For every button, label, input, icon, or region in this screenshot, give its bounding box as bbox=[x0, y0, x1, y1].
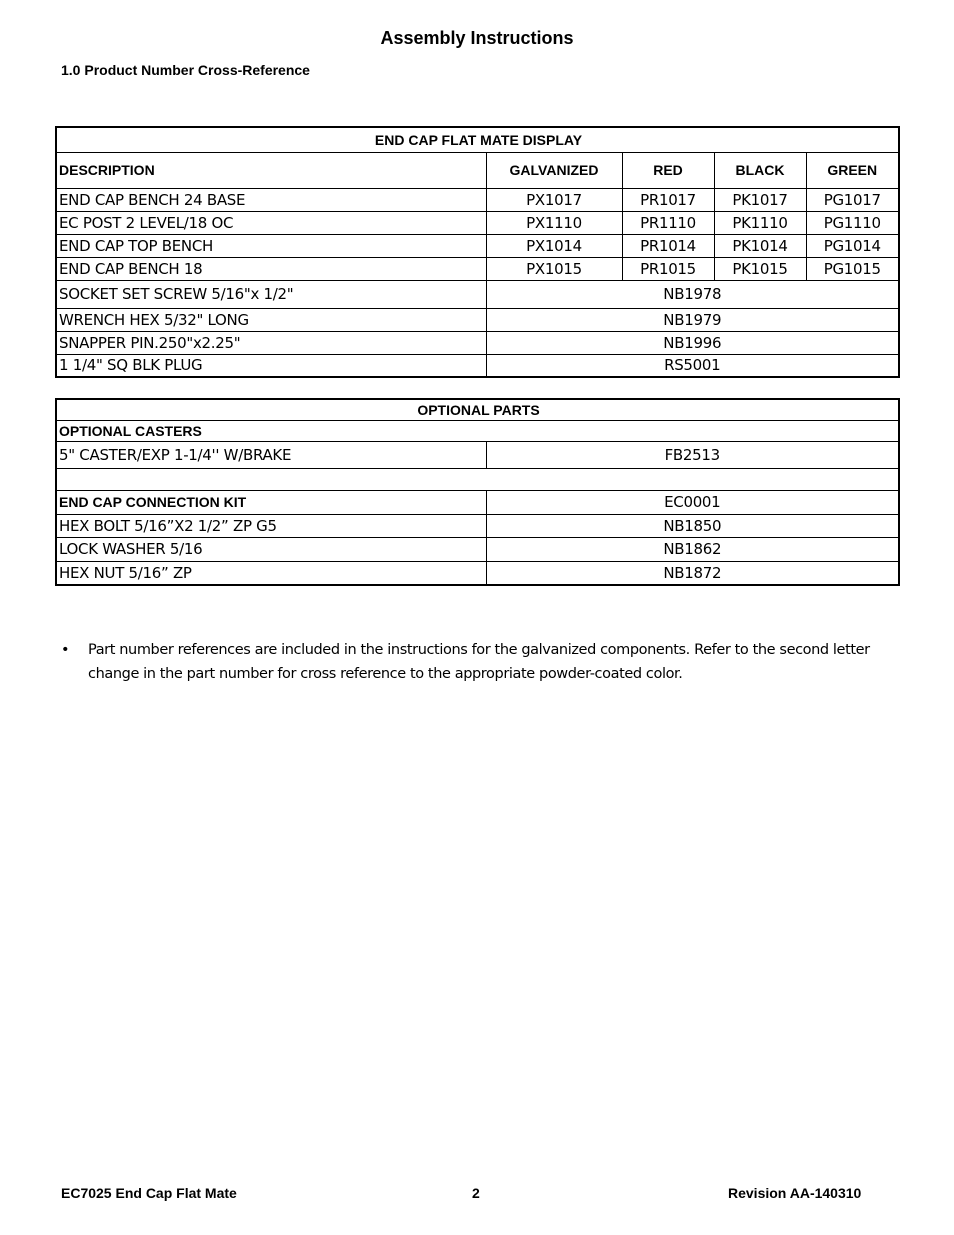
red-cell: PR1110 bbox=[622, 211, 714, 234]
cross-reference-table bbox=[55, 126, 900, 378]
table-row bbox=[56, 354, 899, 377]
table-row bbox=[56, 211, 899, 234]
part-number-cell: NB1979 bbox=[486, 308, 899, 331]
description-cell: HEX BOLT 5/16”X2 1/2” ZP G5 bbox=[56, 514, 486, 537]
table-row bbox=[56, 331, 899, 354]
table-row bbox=[56, 441, 899, 468]
part-number-cell: NB1872 bbox=[486, 561, 899, 585]
description-cell: 1 1/4" SQ BLK PLUG bbox=[56, 354, 486, 377]
table-row bbox=[56, 188, 899, 211]
description-cell: WRENCH HEX 5/32" LONG bbox=[56, 308, 486, 331]
table-row bbox=[56, 257, 899, 280]
table-row bbox=[56, 308, 899, 331]
part-number-cell: NB1850 bbox=[486, 514, 899, 537]
column-header-green: GREEN bbox=[806, 152, 899, 188]
description-cell: SNAPPER PIN.250"x2.25" bbox=[56, 331, 486, 354]
part-number-cell: RS5001 bbox=[486, 354, 899, 377]
red-cell: PR1015 bbox=[622, 257, 714, 280]
description-cell: 5" CASTER/EXP 1-1/4'' W/BRAKE bbox=[56, 441, 486, 468]
description-cell: END CAP BENCH 18 bbox=[56, 257, 486, 280]
kit-heading-cell: END CAP CONNECTION KIT bbox=[56, 490, 486, 514]
part-number-cell: NB1978 bbox=[486, 280, 899, 308]
table-row bbox=[56, 561, 899, 585]
description-cell: HEX NUT 5/16” ZP bbox=[56, 561, 486, 585]
red-cell: PR1017 bbox=[622, 188, 714, 211]
bullet-marker: • bbox=[61, 642, 70, 658]
green-cell: PG1110 bbox=[806, 211, 899, 234]
part-number-cell: EC0001 bbox=[486, 490, 899, 514]
table-row bbox=[56, 234, 899, 257]
galvanized-cell: PX1014 bbox=[486, 234, 622, 257]
spacer-row bbox=[56, 468, 899, 490]
column-header-black: BLACK bbox=[714, 152, 806, 188]
section-heading-casters: OPTIONAL CASTERS bbox=[56, 420, 899, 441]
table-caption: OPTIONAL PARTS bbox=[56, 399, 899, 420]
galvanized-cell: PX1017 bbox=[486, 188, 622, 211]
green-cell: PG1017 bbox=[806, 188, 899, 211]
galvanized-cell: PX1110 bbox=[486, 211, 622, 234]
column-header-description: DESCRIPTION bbox=[56, 152, 486, 188]
red-cell: PR1014 bbox=[622, 234, 714, 257]
green-cell: PG1015 bbox=[806, 257, 899, 280]
page-title: Assembly Instructions bbox=[380, 28, 574, 48]
table-row bbox=[56, 514, 899, 537]
note-bullet bbox=[61, 638, 901, 686]
part-number-cell: NB1862 bbox=[486, 537, 899, 561]
black-cell: PK1017 bbox=[714, 188, 806, 211]
optional-parts-table bbox=[55, 398, 900, 586]
description-cell: LOCK WASHER 5/16 bbox=[56, 537, 486, 561]
table-row bbox=[56, 537, 899, 561]
table-row bbox=[56, 280, 899, 308]
footer-revision: Revision AA-140310 bbox=[728, 1185, 862, 1201]
column-header-red: RED bbox=[622, 152, 714, 188]
black-cell: PK1015 bbox=[714, 257, 806, 280]
section-heading: 1.0 Product Number Cross-Reference bbox=[61, 62, 310, 78]
galvanized-cell: PX1015 bbox=[486, 257, 622, 280]
footer-page-number: 2 bbox=[472, 1185, 480, 1201]
column-header-galvanized: GALVANIZED bbox=[486, 152, 622, 188]
footer-document-name: EC7025 End Cap Flat Mate bbox=[61, 1185, 237, 1201]
note-text: Part number references are included in the instructions for the galvanized components. Refer to the second letter change in the part number for cross reference to the appropriate powder-coated color. bbox=[88, 642, 870, 682]
part-number-cell: FB2513 bbox=[486, 441, 899, 468]
black-cell: PK1110 bbox=[714, 211, 806, 234]
green-cell: PG1014 bbox=[806, 234, 899, 257]
table-caption: END CAP FLAT MATE DISPLAY bbox=[56, 127, 899, 152]
black-cell: PK1014 bbox=[714, 234, 806, 257]
description-cell: END CAP BENCH 24 BASE bbox=[56, 188, 486, 211]
description-cell: EC POST 2 LEVEL/18 OC bbox=[56, 211, 486, 234]
description-cell: SOCKET SET SCREW 5/16"x 1/2" bbox=[56, 280, 486, 308]
table-row bbox=[56, 490, 899, 514]
part-number-cell: NB1996 bbox=[486, 331, 899, 354]
description-cell: END CAP TOP BENCH bbox=[56, 234, 486, 257]
